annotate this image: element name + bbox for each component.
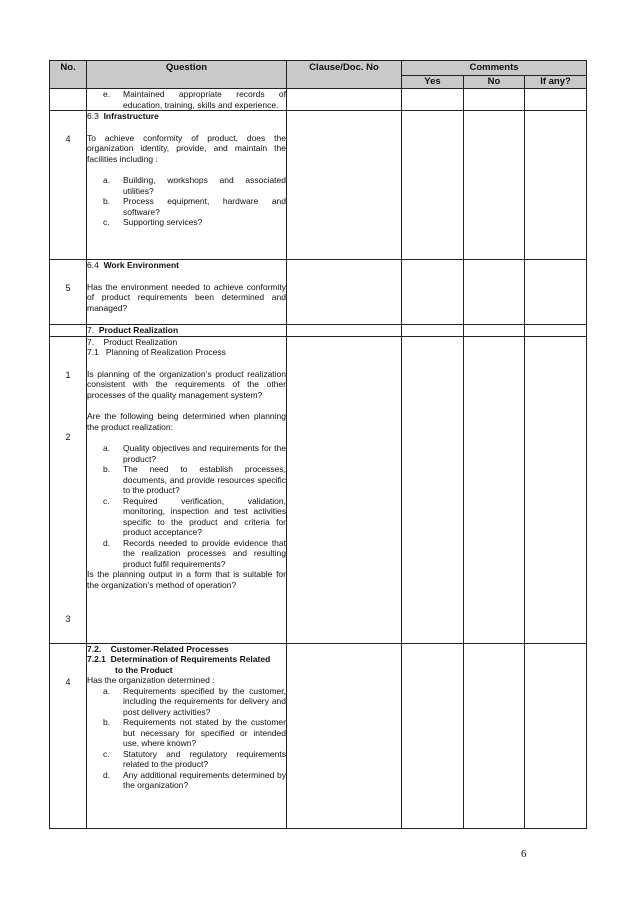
header-if-any: If any? (525, 76, 587, 89)
comment-cell[interactable] (525, 111, 587, 260)
section-subheading: 7.1 Planning of Realization Process (87, 347, 226, 357)
header-yes: Yes (402, 76, 464, 89)
yes-cell[interactable] (402, 260, 464, 325)
no-cell[interactable] (464, 643, 525, 828)
question-text: Has the environment needed to achieve conformity of product requirements been determined and managed? (87, 281, 286, 313)
yes-cell[interactable] (402, 336, 464, 643)
question-cell (87, 111, 287, 260)
list-item (87, 89, 286, 110)
list-marker: e. (103, 89, 111, 99)
row-number: 4 (65, 134, 71, 144)
sub-item-list (87, 443, 286, 569)
list-text: Maintained appropriate records of education, training, skills and experience. (123, 89, 286, 110)
question-text: Are the following being determined when planning the product realization: (87, 411, 286, 432)
clause-cell[interactable] (287, 111, 402, 260)
list-item: b. Process equipment, hardware and software? (103, 196, 286, 217)
header-clause: Clause/Doc. No (287, 61, 402, 89)
question-cell (87, 89, 287, 111)
question-cell (87, 325, 287, 337)
no-cell[interactable] (464, 111, 525, 260)
list-item: c. Statutory and regulatory requirements related to the product? (103, 748, 286, 769)
row-number-cell (50, 643, 87, 828)
comment-cell[interactable] (525, 325, 587, 337)
list-item: d. Any additional requirements determined by the organization? (103, 769, 286, 790)
row-number-cell (50, 325, 87, 337)
row-number: 2 (65, 431, 71, 442)
list-item: c. Required verification, validation, monitoring, inspection and test activities specific to the product and criteria for product acceptance? (103, 495, 286, 537)
row-number-cell (50, 336, 87, 643)
header-no-col: No (464, 76, 525, 89)
section-heading: 6.3 Infrastructure (87, 111, 159, 121)
list-item: a. Requirements specified by the customer, including the requirements for delivery and post delivery activities? (103, 685, 286, 717)
list-item: d. Records needed to provide evidence that the realization processes and resulting product fulfil requirements? (103, 537, 286, 569)
section-heading: 7. Product Realization (87, 336, 178, 347)
question-text: Has the organization determined : (87, 675, 215, 685)
yes-cell[interactable] (402, 643, 464, 828)
header-question: Question (87, 61, 287, 89)
header-row (50, 61, 587, 76)
no-cell[interactable] (464, 325, 525, 337)
comment-cell[interactable] (525, 336, 587, 643)
clause-cell[interactable] (287, 325, 402, 337)
header-comments: Comments (402, 61, 587, 76)
question-text: Is the planning output in a form that is suitable for the organization’s method of operation? (87, 569, 286, 590)
yes-cell[interactable] (402, 111, 464, 260)
clause-cell[interactable] (287, 89, 402, 111)
table-row (50, 325, 587, 337)
section-heading: 7.2. Customer-Related Processes (87, 643, 229, 654)
row-number: 5 (65, 283, 71, 293)
question-cell (87, 643, 287, 828)
header-no: No. (50, 61, 87, 89)
list-item: a. Quality objectives and requirements for the product? (103, 443, 286, 464)
table-row (50, 643, 587, 828)
yes-cell[interactable] (402, 325, 464, 337)
question-cell (87, 336, 287, 643)
question-text: Is planning of the organization’s product realization consistent with the requirements of the other processes of the quality management system? (87, 368, 286, 400)
checklist-table (49, 60, 587, 829)
sub-item-list (87, 175, 286, 228)
clause-cell[interactable] (287, 336, 402, 643)
comment-cell[interactable] (525, 643, 587, 828)
list-item: c. Supporting services? (103, 217, 203, 227)
list-item: b. Requirements not stated by the customer but necessary for specified or intended use, where known? (103, 717, 286, 748)
clause-cell[interactable] (287, 643, 402, 828)
section-subheading-cont: to the Product (115, 664, 173, 675)
no-cell[interactable] (464, 260, 525, 325)
sub-item-list (87, 686, 286, 791)
comment-cell[interactable] (525, 89, 587, 111)
question-text: To achieve conformity of product, does the organization identity, provide, and maintain the facilities including : (87, 132, 286, 164)
section-subheading: 7.2.1 Determination of Requirements Related (87, 654, 271, 664)
row-number: 1 (65, 369, 71, 380)
table-row (50, 111, 587, 260)
comment-cell[interactable] (525, 260, 587, 325)
row-number-cell (50, 89, 87, 111)
table-row (50, 336, 587, 643)
no-cell[interactable] (464, 89, 525, 111)
list-item: a. Building, workshops and associated utilities? (103, 175, 286, 196)
row-number: 4 (65, 676, 71, 687)
row-number-cell (50, 260, 87, 325)
section-heading: 6.4 Work Environment (87, 260, 179, 270)
clause-cell[interactable] (287, 260, 402, 325)
question-cell (87, 260, 287, 325)
row-number-cell (50, 111, 87, 260)
section-heading: 7. Product Realization (87, 325, 179, 335)
no-cell[interactable] (464, 336, 525, 643)
row-number: 3 (65, 613, 71, 624)
list-item: b. The need to establish processes, documents, and provide resources specific to the product? (103, 464, 286, 495)
table-row (50, 89, 587, 111)
page-number: 6 (521, 848, 527, 860)
yes-cell[interactable] (402, 89, 464, 111)
table-row (50, 260, 587, 325)
